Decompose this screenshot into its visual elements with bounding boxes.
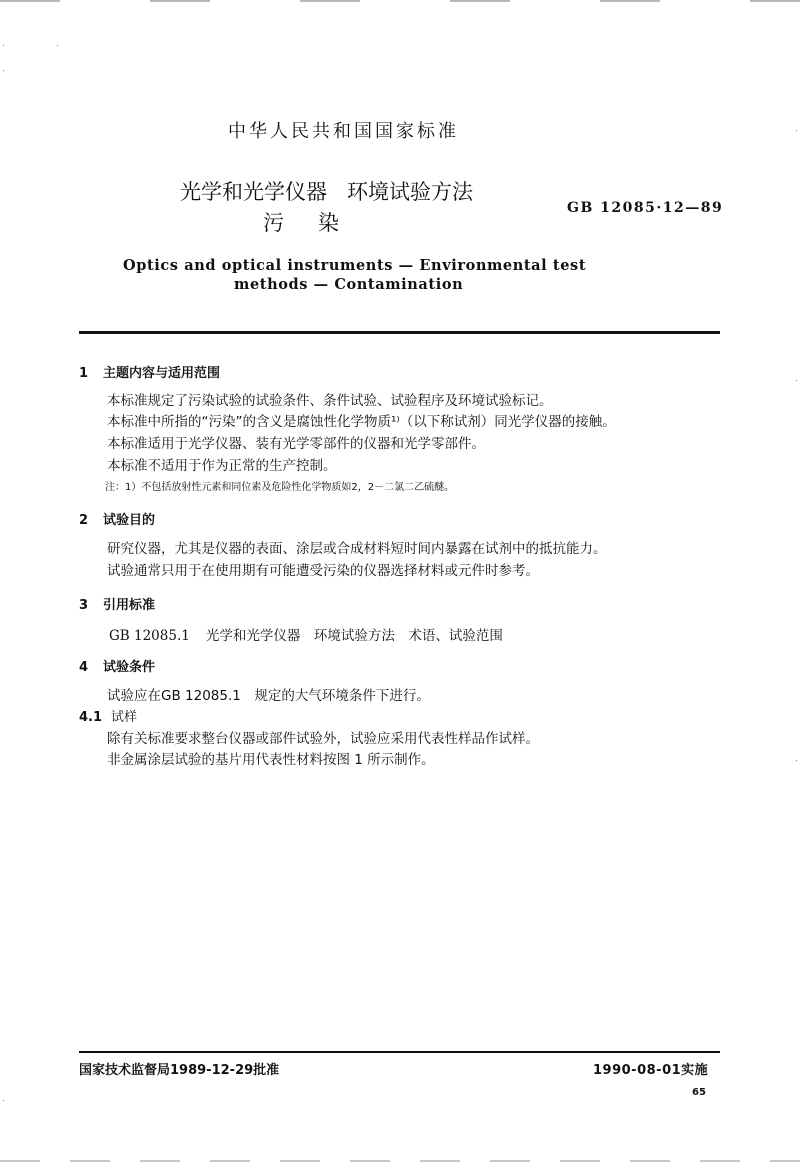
paragraph: 本标准规定了污染试验的试验条件、条件试验、试验程序及环境试验标记。 [107,393,553,409]
scan-top-border [0,0,800,2]
section-number: 1 [79,366,89,381]
section-title: 引用标准 [103,598,156,613]
paragraph: 非金属涂层试验的基片用代表性材料按图 1 所示制作。 [107,752,435,768]
paragraph: 试验应在GB 12085.1 规定的大气环境条件下进行。 [107,688,430,704]
scan-speck [3,1100,4,1101]
document-subtitle-cn: 污染 [263,211,373,235]
section-title: 主题内容与适用范围 [103,366,221,381]
footnote: 注：1）不包括放射性元素和同位素及危险性化学物质如2，2－二氯二乙硫醚。 [105,482,455,493]
footer-divider [79,1051,720,1053]
section-number: 2 [79,513,89,528]
approval-info: 国家技术监督局1989-12-29批准 [79,1063,280,1078]
implementation-date: 1990-08-01实施 [593,1063,709,1078]
scan-speck [3,45,4,46]
section-1-heading [79,362,220,381]
document-title-en-line1: Optics and optical instruments — Environmental test [123,257,587,274]
document-title-en-line2: methods — Contamination [234,276,464,293]
reference-entry [109,624,503,644]
reference-code: GB 12085.1 [109,628,190,644]
scan-speck [796,760,797,761]
section-title: 试样 [111,710,138,725]
section-3-heading [79,594,155,613]
national-standard-heading: 中华人民共和国国家标准 [228,121,459,142]
section-number: 4 [79,660,89,675]
paragraph: 研究仪器，尤其是仪器的表面、涂层或合成材料短时间内暴露在试剂中的抵抗能力。 [107,541,607,557]
section-2-heading [79,509,155,528]
scan-speck [3,70,4,71]
reference-title: 光学和光学仪器 环境试验方法 术语、试验范围 [205,628,503,644]
section-number: 3 [79,598,89,613]
scan-speck [57,45,58,46]
header-divider [79,331,720,334]
standard-code: GB 12085·12—89 [567,200,724,216]
section-4-heading [79,656,155,675]
title-cn-part1: 光学和光学仪器 [180,180,327,204]
document-title-cn [180,176,473,206]
paragraph: 试验通常只用于在使用期有可能遭受污染的仪器选择材料或元件时参考。 [107,563,539,579]
subsection-4-1-heading [79,706,137,725]
paragraph: 本标准中所指的“污染”的含义是腐蚀性化学物质¹⁾（以下称试剂）同光学仪器的接触。 [107,414,616,430]
title-cn-part2: 环境试验方法 [347,180,473,204]
section-title: 试验条件 [103,660,156,675]
section-title: 试验目的 [103,513,156,528]
section-number: 4.1 [79,710,103,725]
scan-bottom-border [0,1160,800,1162]
scan-speck [796,130,797,131]
page-number: 65 [692,1087,706,1098]
paragraph: 除有关标准要求整台仪器或部件试验外，试验应采用代表性样品作试样。 [107,731,539,747]
paragraph: 本标准不适用于作为正常的生产控制。 [107,458,337,474]
paragraph: 本标准适用于光学仪器、装有光学零部件的仪器和光学零部件。 [107,436,485,452]
scan-speck [796,380,797,381]
